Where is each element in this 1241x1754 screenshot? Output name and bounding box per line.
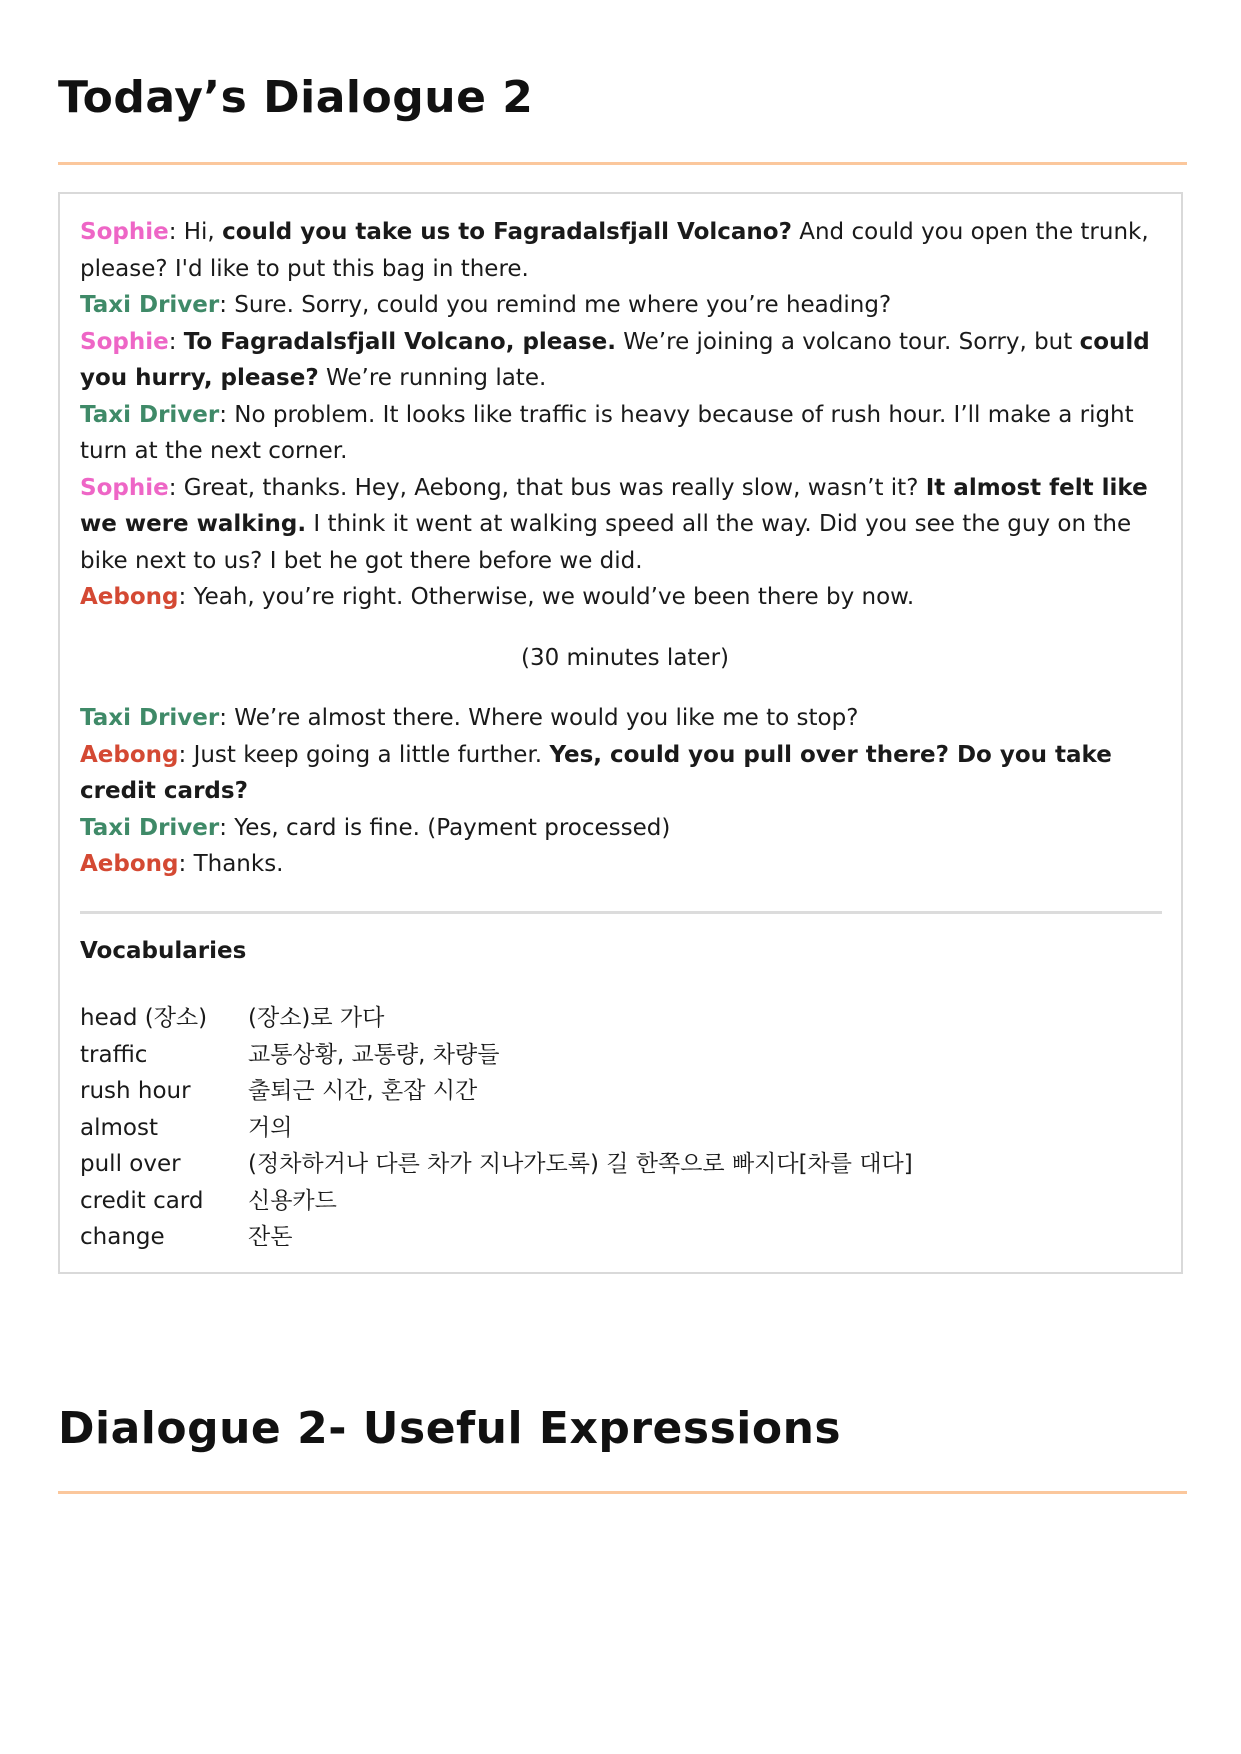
time-note: (30 minutes later) — [520, 644, 730, 671]
vocab-row — [80, 1073, 913, 1110]
dialogue-line: Taxi Driver: Sure. Sorry, could you remind me where you’re heading? — [80, 292, 892, 318]
vocab-row — [80, 1110, 913, 1147]
vocab-title: Vocabularies — [80, 938, 247, 964]
vocab-term: almost — [80, 1114, 158, 1141]
speaker-taxi-driver: Taxi Driver — [80, 814, 220, 841]
vocab-meaning: 교통상황, 교통량, 차량들 — [248, 1041, 500, 1068]
vocab-term: pull over — [80, 1151, 181, 1177]
vocab-meaning: (정차하거나 다른 차가 지나가도록) 길 한쪽으로 빠지다[차를 대다] — [248, 1151, 913, 1177]
speaker-aebong: Aebong — [80, 741, 179, 768]
vocab-term: change — [80, 1224, 165, 1250]
page-title: Today’s Dialogue 2 — [58, 72, 534, 123]
vocab-term: rush hour — [80, 1078, 191, 1104]
section-divider — [80, 911, 1162, 914]
vocab-term: head (장소) — [80, 1005, 208, 1031]
vocab-list — [80, 1000, 913, 1256]
dialogue-line: Aebong: Thanks. — [80, 851, 284, 877]
vocab-row — [80, 1000, 913, 1037]
speaker-taxi-driver: Taxi Driver — [80, 292, 220, 318]
dialogue-line: Taxi Driver: We’re almost there. Where would you like me to stop? — [80, 705, 859, 731]
vocab-term: traffic — [80, 1041, 148, 1068]
vocab-meaning: (장소)로 가다 — [248, 1005, 385, 1031]
dialogue-line: Aebong: Yeah, you’re right. Otherwise, we would’ve been there by now. — [80, 584, 915, 610]
vocab-meaning: 잔돈 — [248, 1224, 293, 1250]
vocab-meaning: 출퇴근 시간, 혼잡 시간 — [248, 1078, 478, 1104]
dialogue-box — [58, 192, 1183, 1274]
speaker-aebong: Aebong — [80, 584, 179, 610]
title-underline — [58, 162, 1187, 165]
speaker-aebong: Aebong — [80, 851, 179, 877]
speaker-sophie: Sophie — [80, 474, 169, 501]
section-title: Dialogue 2- Useful Expressions — [58, 1403, 842, 1454]
vocab-row — [80, 1219, 913, 1256]
vocab-row — [80, 1146, 913, 1183]
speaker-sophie: Sophie — [80, 219, 169, 245]
dialogue-line: Sophie: Great, thanks. Hey, Aebong, that bus was really slow, wasn’t it? It almost felt like we were walking. I think it went at walking speed all the way. Did you see the guy on the bike next to us? I bet he got there before we did. — [80, 474, 1148, 574]
vocab-meaning: 거의 — [248, 1114, 293, 1141]
dialogue-text — [80, 214, 1170, 883]
vocab-row — [80, 1037, 913, 1074]
dialogue-line: Sophie: Hi, could you take us to Fagradalsfjall Volcano? And could you open the trunk, please? I'd like to put this bag in there. — [80, 219, 1149, 282]
vocab-row — [80, 1183, 913, 1220]
dialogue-line: Taxi Driver: No problem. It looks like traffic is heavy because of rush hour. I’ll make a right turn at the next corner. — [80, 401, 1134, 464]
vocab-term: credit card — [80, 1187, 204, 1214]
vocab-meaning: 신용카드 — [248, 1187, 337, 1214]
dialogue-line: Sophie: To Fagradalsfjall Volcano, please. We’re joining a volcano tour. Sorry, but could you hurry, please? We’re running late. — [80, 328, 1150, 391]
speaker-taxi-driver: Taxi Driver — [80, 705, 220, 731]
dialogue-line: Aebong: Just keep going a little further. Yes, could you pull over there? Do you take credit cards? — [80, 741, 1112, 804]
section-underline — [58, 1491, 1187, 1494]
speaker-taxi-driver: Taxi Driver — [80, 401, 220, 428]
speaker-sophie: Sophie — [80, 328, 169, 355]
dialogue-line: Taxi Driver: Yes, card is fine. (Payment processed) — [80, 814, 671, 841]
